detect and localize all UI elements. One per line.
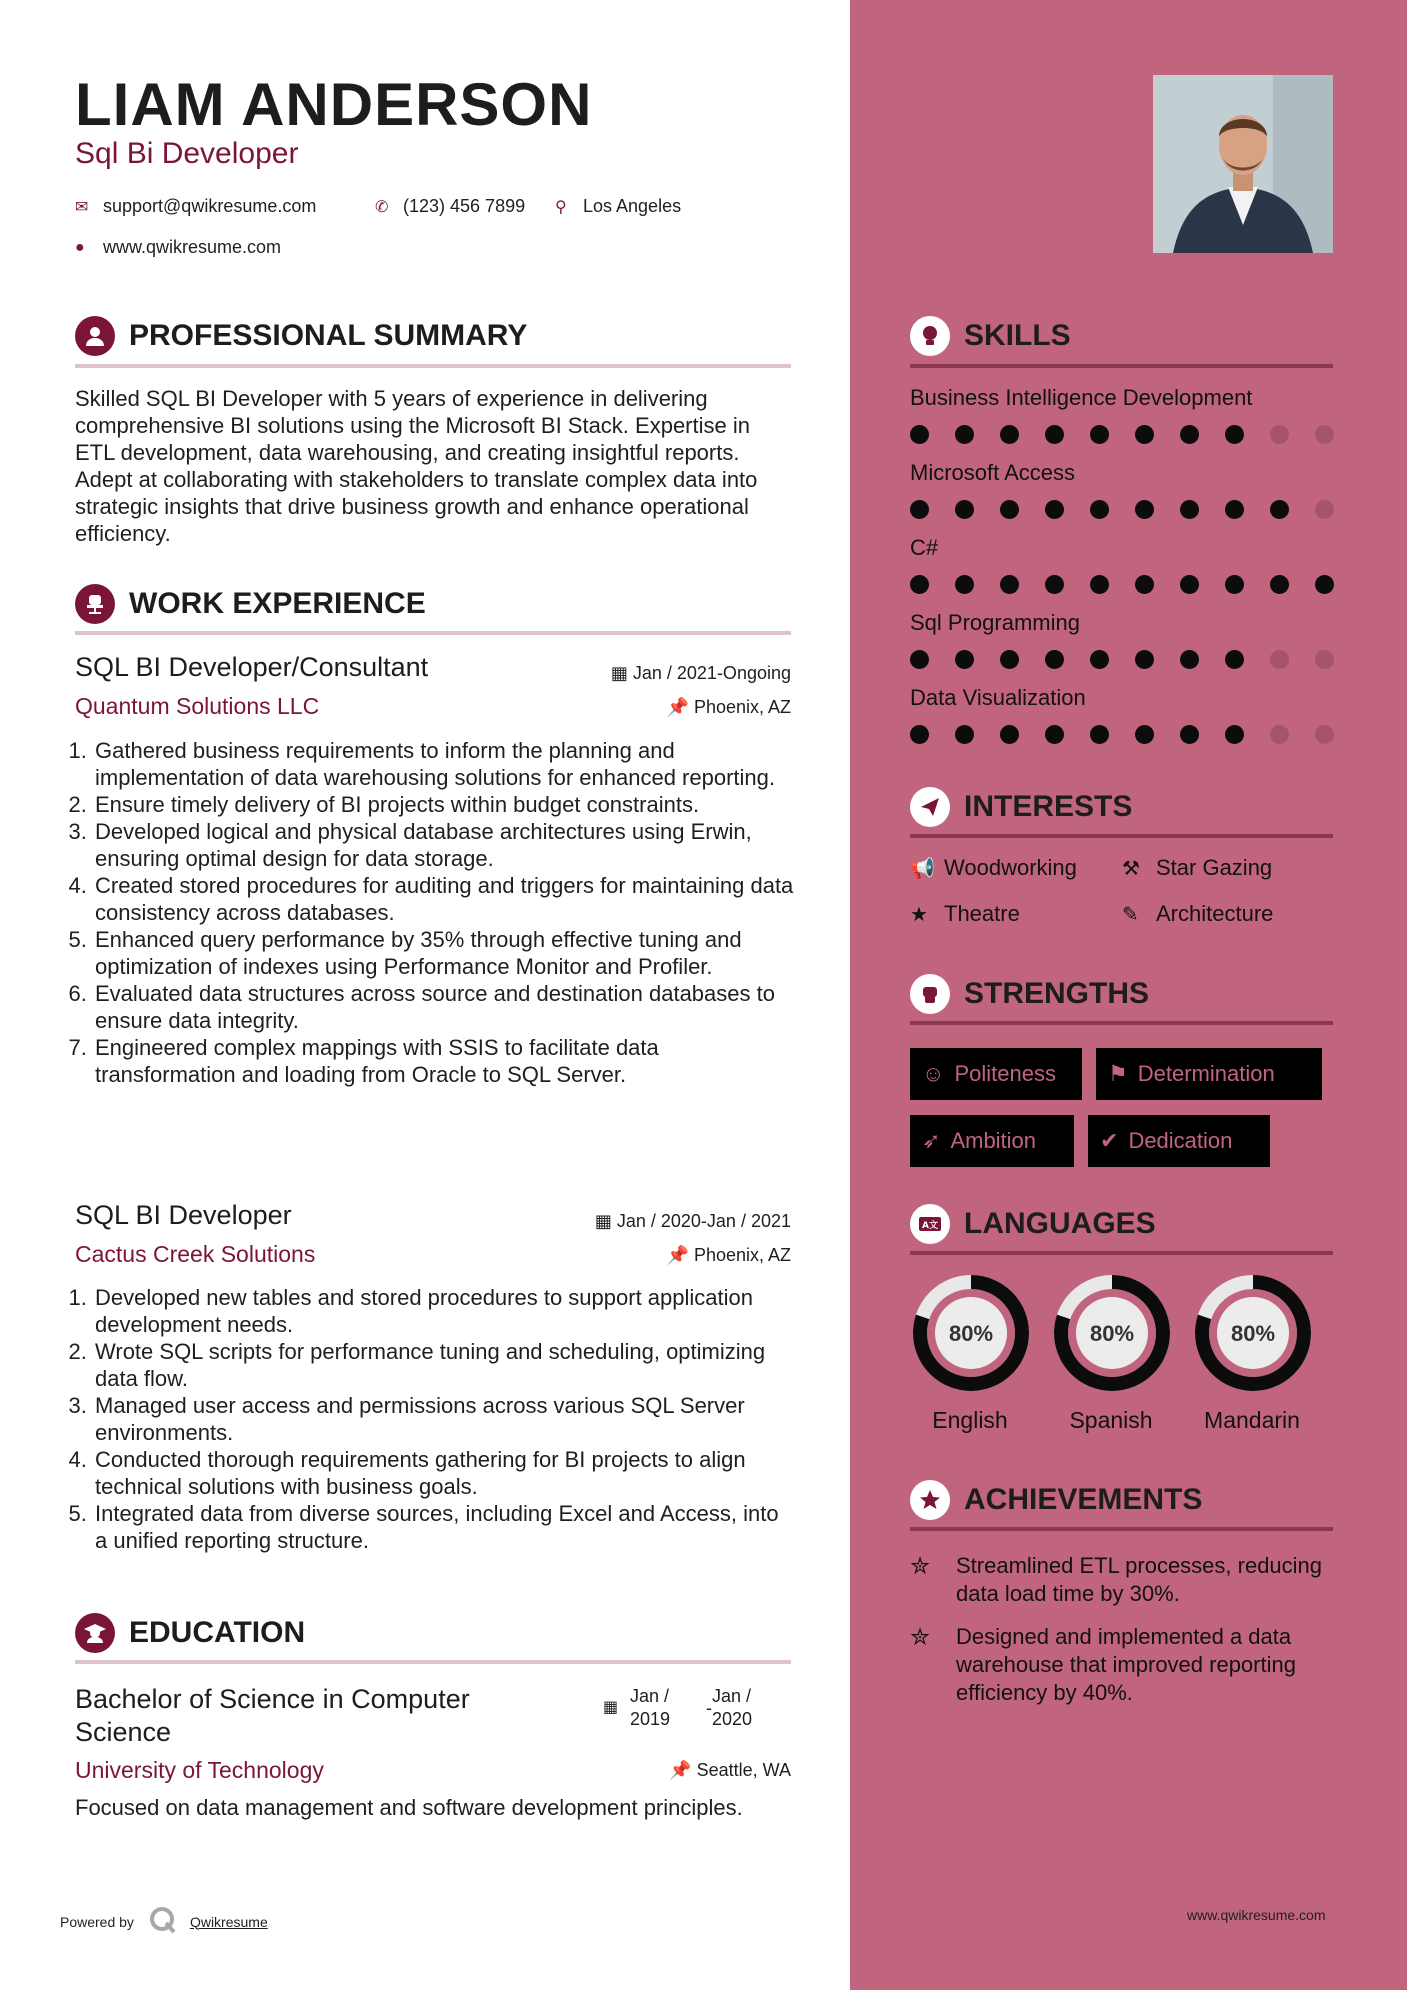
rating-dot-filled — [1135, 425, 1154, 444]
rating-dot-filled — [955, 650, 974, 669]
date-separator: - — [706, 1698, 712, 1718]
interest-label: Star Gazing — [1156, 855, 1273, 880]
job-2-date — [540, 1211, 791, 1232]
strength-label: Determination — [1137, 1061, 1275, 1086]
graduation-cap-icon — [75, 1613, 115, 1653]
rating-dot-filled — [1090, 575, 1109, 594]
job-1-date — [560, 663, 791, 684]
rating-dot-filled — [910, 725, 929, 744]
job-1-location — [560, 697, 791, 718]
footer-site[interactable]: www.qwikresume.com — [1187, 1907, 1326, 1923]
rating-dot-filled — [1180, 725, 1199, 744]
star-burst-icon: ✮ — [910, 1553, 931, 1580]
achievement-item — [910, 1623, 1336, 1707]
rating-dot-filled — [1225, 650, 1244, 669]
interests-heading — [910, 787, 1132, 827]
skill-name: Sql Programming — [910, 610, 1080, 635]
check-circle-icon: ✔ — [1100, 1128, 1119, 1153]
rating-dot-filled — [1045, 425, 1064, 444]
strengths-heading — [910, 974, 1149, 1014]
envelope-icon: ✉ — [75, 198, 89, 216]
interest-label: Theatre — [944, 901, 1020, 926]
list-item: 7. Engineered complex mappings with SSIS to facilitate data transformation and loading from Oracle to SQL Server. — [93, 1034, 795, 1088]
rating-dot-empty — [1315, 725, 1334, 744]
rating-dot-filled — [1045, 500, 1064, 519]
list-item: 6. Evaluated data structures across source and destination databases to ensure data integrity. — [93, 980, 795, 1034]
flag-icon: ⚑ — [1108, 1061, 1128, 1086]
calendar-icon: ▦ — [594, 1211, 612, 1231]
rating-dot-filled — [1315, 575, 1334, 594]
rating-dot-filled — [1045, 575, 1064, 594]
skill-name: Business Intelligence Development — [910, 385, 1253, 410]
rating-dot-filled — [1000, 500, 1019, 519]
language-ring — [1192, 1272, 1314, 1399]
job-2-location-text: Phoenix, AZ — [693, 1245, 791, 1265]
paper-plane-icon — [910, 787, 950, 827]
list-item: 1. Developed new tables and stored procedures to support application development needs. — [93, 1284, 795, 1338]
rating-dot-filled — [1090, 425, 1109, 444]
job-2-company: Cactus Creek Solutions — [75, 1241, 316, 1267]
phone-icon: ✆ — [375, 198, 389, 216]
language-name: Spanish — [1069, 1407, 1153, 1433]
rating-dot-filled — [1135, 725, 1154, 744]
profile-photo — [1153, 75, 1333, 253]
education-location — [560, 1760, 791, 1781]
contact-website[interactable] — [75, 237, 281, 258]
rocket-icon: ➶ — [922, 1128, 941, 1153]
powered-by — [60, 1905, 268, 1938]
education-end — [712, 1685, 752, 1731]
list-item: 2. Ensure timely delivery of BI projects within budget constraints. — [93, 791, 795, 818]
brand-link[interactable]: Qwikresume — [189, 1913, 268, 1930]
education-start-month: Jan / — [630, 1686, 670, 1706]
language-ring — [1051, 1272, 1173, 1399]
rating-dot-empty — [1270, 725, 1289, 744]
job-2-responsibilities — [75, 1284, 795, 1554]
rating-dot-filled — [955, 500, 974, 519]
contact-website-text: www.qwikresume.com — [103, 237, 282, 257]
skill-name: C# — [910, 535, 939, 560]
skill-name: Microsoft Access — [910, 460, 1076, 485]
achievement-text: Streamlined ETL processes, reducing data load time by 30%. — [956, 1553, 1323, 1606]
interest-item — [910, 855, 1077, 881]
job-1-company: Quantum Solutions LLC — [75, 693, 320, 719]
rating-dot-filled — [1180, 575, 1199, 594]
interest-item — [1122, 901, 1273, 927]
strength-label: Dedication — [1128, 1128, 1233, 1153]
list-item: 4. Created stored procedures for auditing and triggers for maintaining data consistency across databases. — [93, 872, 795, 926]
interests-heading-text: INTERESTS — [964, 790, 1133, 823]
megaphone-icon: 📢 — [910, 857, 935, 880]
strength-badge — [1088, 1115, 1270, 1167]
rating-dot-filled — [1000, 425, 1019, 444]
pushpin-icon: 📌 — [666, 697, 689, 717]
rating-dot-filled — [1180, 425, 1199, 444]
globe-icon: ● — [75, 238, 85, 256]
interest-label: Woodworking — [944, 855, 1077, 880]
rating-dot-filled — [1180, 650, 1199, 669]
summary-heading — [75, 316, 527, 356]
rating-dot-empty — [1315, 650, 1334, 669]
languages-heading — [910, 1204, 1156, 1244]
candidate-name: LIAM ANDERSON — [75, 71, 593, 138]
education-rule — [75, 1660, 791, 1664]
job-1-responsibilities — [75, 737, 795, 1088]
interest-item — [1122, 855, 1272, 881]
strengths-heading-text: STRENGTHS — [964, 977, 1150, 1010]
powered-by-text: Powered by — [60, 1913, 134, 1930]
translate-icon — [910, 1204, 950, 1244]
skill-name: Data Visualization — [910, 685, 1086, 710]
language-name: Mandarin — [1204, 1407, 1300, 1433]
achievements-heading — [910, 1480, 1202, 1520]
education-end-month: Jan / — [712, 1686, 752, 1706]
interest-label: Architecture — [1156, 901, 1274, 926]
education-heading-text: EDUCATION — [129, 1616, 306, 1649]
language-percent: 80% — [1230, 1321, 1276, 1346]
list-item: 2. Wrote SQL scripts for performance tuning and scheduling, optimizing data flow. — [93, 1338, 795, 1392]
list-item: 3. Managed user access and permissions across various SQL Server environments. — [93, 1392, 795, 1446]
rating-dot-filled — [1270, 575, 1289, 594]
list-item: 5. Enhanced query performance by 35% through effective tuning and optimization of indexes using Performance Monitor and Profiler. — [93, 926, 795, 980]
rating-dot-filled — [955, 425, 974, 444]
achievement-item — [910, 1552, 1336, 1608]
job-2-location — [560, 1245, 791, 1266]
education-description: Focused on data management and software development principles. — [75, 1795, 743, 1820]
list-item: 3. Developed logical and physical database architectures using Erwin, ensuring optimal design for data storage. — [93, 818, 795, 872]
degree — [75, 1683, 470, 1749]
rating-dot-empty — [1270, 650, 1289, 669]
rating-dot-empty — [1315, 500, 1334, 519]
achievements-rule — [910, 1527, 1333, 1531]
contact-location-text: Los Angeles — [583, 196, 682, 216]
contact-phone-text: (123) 456 7899 — [403, 196, 526, 216]
degree-line-1: Bachelor of Science in Computer — [75, 1684, 470, 1714]
rating-dot-filled — [1135, 500, 1154, 519]
degree-line-2: Science — [75, 1717, 172, 1747]
education-location-text: Seattle, WA — [696, 1760, 791, 1780]
qwikresume-logo-icon — [148, 1905, 178, 1938]
svg-text:A文: A文 — [922, 1221, 938, 1231]
contact-phone[interactable] — [375, 196, 525, 217]
rating-dot-filled — [1225, 725, 1244, 744]
experience-rule — [75, 631, 791, 635]
star-icon: ★ — [910, 903, 928, 926]
contact-email-text: support@qwikresume.com — [103, 196, 317, 216]
rating-dot-filled — [1090, 650, 1109, 669]
rating-dot-filled — [1090, 725, 1109, 744]
strength-badge — [1096, 1048, 1322, 1100]
school: University of Technology — [75, 1757, 324, 1783]
rating-dot-filled — [955, 725, 974, 744]
list-item: 1. Gathered business requirements to inform the planning and implementation of data warehousing solutions for enhanced reporting. — [93, 737, 795, 791]
language-name: English — [932, 1407, 1008, 1433]
interests-rule — [910, 834, 1333, 838]
user-icon — [75, 316, 115, 356]
language-percent: 80% — [948, 1321, 994, 1346]
gavel-icon: ⚒ — [1122, 857, 1140, 880]
rating-dot-filled — [910, 500, 929, 519]
education-start-year: 2019 — [630, 1709, 671, 1729]
experience-heading-text: WORK EXPERIENCE — [129, 587, 426, 620]
education-start — [630, 1685, 670, 1731]
briefcase-chair-icon — [75, 584, 115, 624]
achievements-heading-text: ACHIEVEMENTS — [964, 1483, 1203, 1516]
rating-dot-filled — [955, 575, 974, 594]
strength-badge — [910, 1115, 1074, 1167]
map-pin-icon: ⚲ — [555, 198, 567, 216]
summary-heading-text: PROFESSIONAL SUMMARY — [129, 319, 528, 352]
pushpin-icon: 📌 — [666, 1245, 689, 1265]
skills-heading-text: SKILLS — [964, 319, 1071, 352]
summary-rule — [75, 364, 791, 368]
languages-heading-text: LANGUAGES — [964, 1207, 1156, 1240]
calendar-icon: ▦ — [603, 1699, 619, 1716]
interest-item — [910, 901, 1020, 927]
rating-dot-empty — [1315, 425, 1334, 444]
education-end-year: 2020 — [712, 1709, 753, 1729]
job-1-location-text: Phoenix, AZ — [693, 697, 791, 717]
experience-heading — [75, 584, 426, 624]
rating-dot-filled — [1180, 500, 1199, 519]
pushpin-icon: 📌 — [669, 1760, 692, 1780]
lightbulb-icon — [910, 316, 950, 356]
contact-email[interactable] — [75, 196, 316, 217]
rating-dot-filled — [1135, 650, 1154, 669]
rating-dot-filled — [910, 575, 929, 594]
language-percent: 80% — [1089, 1321, 1135, 1346]
rating-dot-filled — [1000, 725, 1019, 744]
job-2-date-text: Jan / 2020-Jan / 2021 — [616, 1211, 791, 1231]
job-1-date-text: Jan / 2021-Ongoing — [632, 663, 791, 683]
rating-dot-filled — [1045, 725, 1064, 744]
skill-rating — [910, 425, 1334, 444]
calendar-icon: ▦ — [610, 663, 628, 683]
contact-location — [555, 196, 681, 217]
strength-label: Ambition — [950, 1128, 1037, 1153]
list-item: 5. Integrated data from diverse sources, including Excel and Access, into a unified reporting structure. — [93, 1500, 795, 1554]
rating-dot-filled — [1225, 575, 1244, 594]
strength-label: Politeness — [954, 1061, 1056, 1086]
skill-rating — [910, 500, 1334, 519]
skills-heading — [910, 316, 1071, 356]
star-burst-icon: ✮ — [910, 1624, 931, 1651]
rating-dot-filled — [1225, 425, 1244, 444]
rating-dot-filled — [1270, 500, 1289, 519]
rating-dot-filled — [1045, 650, 1064, 669]
achievement-text: Designed and implemented a data warehouse that improved reporting efficiency by 40%. — [956, 1624, 1296, 1705]
rating-dot-filled — [1135, 575, 1154, 594]
rating-dot-filled — [910, 650, 929, 669]
education-heading — [75, 1613, 305, 1653]
language-ring — [910, 1272, 1032, 1399]
star-badge-icon — [910, 1480, 950, 1520]
summary-text: Skilled SQL BI Developer with 5 years of experience in delivering comprehensive BI solutions using the Microsoft BI Stack. Expertise in ETL development, data warehousing, and creating insightful reports. Adept at collaborating with stakeholders to translate complex data into strategic insights that drive business growth and enhance operational efficiency. — [75, 386, 758, 546]
rating-dot-filled — [910, 425, 929, 444]
rating-dot-filled — [1000, 575, 1019, 594]
rating-dot-filled — [1225, 500, 1244, 519]
ticket-icon: ✎ — [1122, 903, 1139, 926]
fist-icon — [910, 974, 950, 1014]
job-2-title: SQL BI Developer — [75, 1200, 292, 1230]
smile-icon: ☺ — [922, 1061, 945, 1086]
rating-dot-filled — [1090, 500, 1109, 519]
skill-rating — [910, 575, 1334, 594]
candidate-role: Sql Bi Developer — [75, 137, 299, 170]
skill-rating — [910, 725, 1334, 744]
skills-rule — [910, 364, 1333, 368]
languages-rule — [910, 1251, 1333, 1255]
rating-dot-empty — [1270, 425, 1289, 444]
skill-rating — [910, 650, 1334, 669]
job-1-title: SQL BI Developer/Consultant — [75, 652, 429, 682]
strength-badge — [910, 1048, 1082, 1100]
strengths-rule — [910, 1021, 1333, 1025]
list-item: 4. Conducted thorough requirements gathering for BI projects to align technical solutions with business goals. — [93, 1446, 795, 1500]
rating-dot-filled — [1000, 650, 1019, 669]
